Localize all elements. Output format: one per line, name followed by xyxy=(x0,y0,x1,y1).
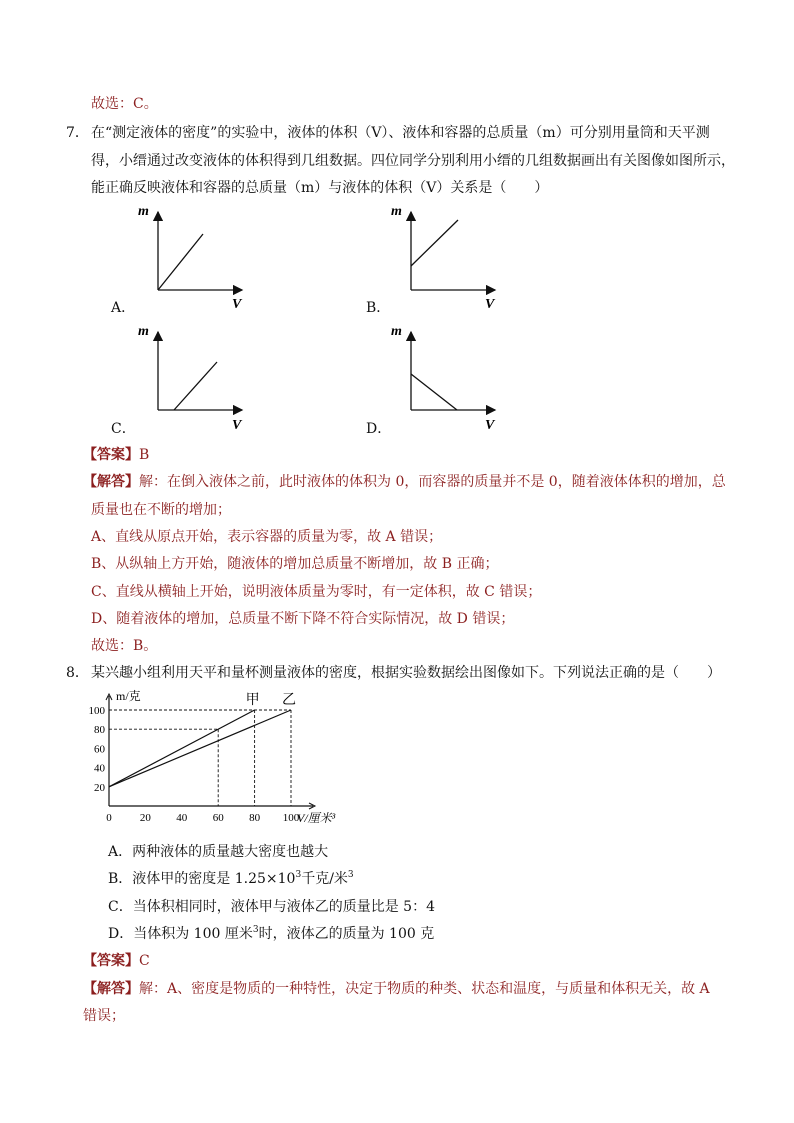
q8-analysis-line1 xyxy=(83,979,710,999)
q8-option-c: C．当体积相同时，液体甲与液体乙的质量比是 5：4 xyxy=(108,899,435,915)
q7-analysis-line2: 质量也在不断的增加； xyxy=(91,502,231,518)
q7-analysis-a: A、直线从原点开始，表示容器的质量为零，故 A 错误； xyxy=(91,529,443,545)
q7-conclusion: 故选：B。 xyxy=(91,638,158,654)
y-tick-label: 20 xyxy=(94,781,105,794)
q7-stem-line1: 在“测定液体的密度”的实验中，液体的体积（V）、液体和容器的总质量（m）可分别用量筒和天平测 xyxy=(91,125,710,141)
series-label-1: 甲 xyxy=(245,693,260,708)
option-b-text: B．液体甲的密度是 1.25×10 xyxy=(108,871,296,887)
previous-answer: 故选：C。 xyxy=(91,96,158,112)
y-tick-label: 60 xyxy=(94,743,105,756)
q7-analysis-line1 xyxy=(83,472,726,492)
q7-number: 7． xyxy=(66,125,89,141)
y-tick-label: 100 xyxy=(88,705,105,717)
analysis-text: 解：A、密度是物质的一种特性，决定于物质的种类、状态和温度，与质量和体积无关，故 A xyxy=(139,981,710,997)
q7-graph-c xyxy=(130,318,250,432)
q7-answer-line xyxy=(83,445,149,465)
x-tick-label: 60 xyxy=(212,812,224,824)
option-d-unit: 时，液体乙的质量为 100 克 xyxy=(258,926,435,942)
x-axis-label: V xyxy=(232,297,242,310)
q7-graph-b xyxy=(383,198,503,310)
x-axis-label: V xyxy=(232,418,242,432)
y-axis-label: m xyxy=(138,324,149,339)
analysis-tag: 【解答】 xyxy=(83,981,139,997)
x-axis-title: V/厘米³ xyxy=(297,811,336,825)
q8-stem: 某兴趣小组利用天平和量杯测量液体的密度，根据实验数据绘出图像如下。下列说法正确的是（ ） xyxy=(91,665,721,681)
graph-line xyxy=(158,234,203,290)
q7-analysis-d: D、随着液体的增加，总质量不断下降不符合实际情况，故 D 错误； xyxy=(91,611,515,627)
series-label-2: 乙 xyxy=(282,693,296,708)
y-axis-label: m xyxy=(138,204,149,219)
q8-number: 8． xyxy=(66,665,89,681)
q7-analysis-c: C、直线从横轴上开始，说明液体质量为零时，有一定体积，故 C 错误； xyxy=(91,584,542,600)
y-axis-label: m xyxy=(391,324,402,339)
q7-option-b-label: B． xyxy=(366,300,391,316)
graph-line xyxy=(411,374,457,410)
q7-option-d-label: D． xyxy=(366,421,392,437)
answer-value: B xyxy=(139,447,150,463)
option-b-exp: 3 xyxy=(295,870,302,880)
q8-option-b xyxy=(108,869,354,889)
option-d-text: D．当体积为 100 厘米 xyxy=(108,926,253,942)
graph-line xyxy=(174,362,217,410)
analysis-text: 解：在倒入液体之前，此时液体的体积为 0，而容器的质量并不是 0，随着液体体积的增加，总 xyxy=(139,474,726,490)
y-tick-label: 80 xyxy=(94,724,105,737)
x-tick-label: 40 xyxy=(176,812,188,824)
q8-option-a: A．两种液体的质量越大密度也越大 xyxy=(108,844,329,860)
y-tick-label: 40 xyxy=(94,762,105,775)
q7-option-a-label: A． xyxy=(111,300,136,316)
y-axis-title: m/克 xyxy=(116,689,141,703)
q7-analysis-b: B、从纵轴上方开始，随液体的增加总质量不断增加，故 B 正确； xyxy=(91,556,499,572)
option-d-exp: 3 xyxy=(252,925,259,935)
option-b-unit-exp: 3 xyxy=(347,870,354,880)
q7-graph-a xyxy=(130,198,250,310)
option-b-unit: 千克/米 xyxy=(301,871,348,887)
x-tick-label: 80 xyxy=(249,812,261,824)
q7-graph-d xyxy=(383,318,503,432)
series-line-1 xyxy=(109,710,255,787)
y-axis-label: m xyxy=(391,204,402,219)
answer-tag: 【答案】 xyxy=(83,953,139,969)
analysis-tag: 【解答】 xyxy=(83,474,139,490)
q8-chart xyxy=(80,688,350,838)
q8-option-d xyxy=(108,924,434,944)
x-tick-label: 100 xyxy=(282,812,300,824)
x-tick-label: 0 xyxy=(106,812,112,824)
q7-stem-line2: 得，小缙通过改变液体的体积得到几组数据。四位同学分别利用小缙的几组数据画出有关图像如图所示， xyxy=(91,153,735,169)
x-tick-label: 20 xyxy=(139,812,151,824)
q7-option-c-label: C． xyxy=(111,421,136,437)
q8-answer-line xyxy=(83,951,150,971)
answer-tag: 【答案】 xyxy=(83,447,139,463)
answer-value: C xyxy=(139,953,150,969)
series-line-2 xyxy=(109,710,291,787)
x-axis-label: V xyxy=(485,297,495,310)
q8-analysis-line2: 错误； xyxy=(83,1008,125,1024)
graph-line xyxy=(411,220,458,266)
q7-stem-line3: 能正确反映液体和容器的总质量（m）与液体的体积（V）关系是（ ） xyxy=(91,180,549,196)
x-axis-label: V xyxy=(485,418,495,432)
